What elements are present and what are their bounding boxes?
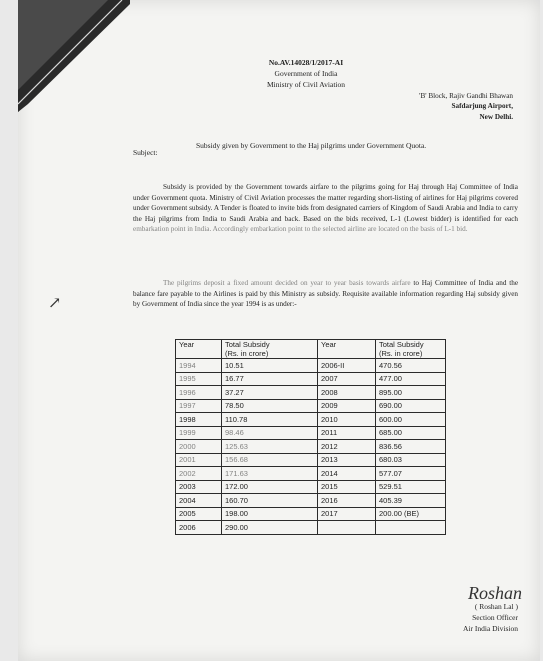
table-header-row — [176, 340, 446, 359]
header-total-subsidy-label-2: Total Subsidy — [379, 340, 424, 349]
year-cell: 2005 — [176, 507, 222, 521]
subsidy-cell: 470.56 — [376, 359, 446, 373]
table-row — [176, 521, 446, 535]
signer-name: ( Roshan Lal ) — [474, 602, 518, 611]
year-cell: 1994 — [176, 359, 222, 373]
year-cell: 2012 — [318, 440, 376, 454]
subsidy-cell — [376, 521, 446, 535]
subsidy-cell: 37.27 — [222, 386, 318, 400]
table-row — [176, 453, 446, 467]
year-cell: 1999 — [176, 426, 222, 440]
subsidy-cell: 156.68 — [222, 453, 318, 467]
subject-label: Subject: — [133, 148, 158, 157]
year-cell: 2015 — [318, 480, 376, 494]
year-cell: 2001 — [176, 453, 222, 467]
subsidy-cell: 200.00 (BE) — [376, 507, 446, 521]
subsidy-cell: 198.00 — [222, 507, 318, 521]
table-row — [176, 494, 446, 508]
subsidy-cell: 600.00 — [376, 413, 446, 427]
table-row — [176, 399, 446, 413]
subject-text: Subsidy given by Government to the Haj pilgrims under Government Quota. — [196, 141, 427, 150]
subsidy-cell: 680.03 — [376, 453, 446, 467]
header-total-subsidy-2 — [376, 340, 446, 359]
header-year-2: Year — [318, 340, 376, 359]
header-government: Government of India — [274, 69, 338, 78]
subsidy-cell: 836.56 — [376, 440, 446, 454]
year-cell: 2013 — [318, 453, 376, 467]
subsidy-cell: 172.00 — [222, 480, 318, 494]
table-row — [176, 372, 446, 386]
paragraph-1-faded-text-2: located on the basis of L-1 bid. — [378, 225, 468, 234]
subsidy-cell: 110.78 — [222, 413, 318, 427]
header-ministry: Ministry of Civil Aviation — [267, 80, 345, 89]
year-cell — [318, 521, 376, 535]
year-cell: 2010 — [318, 413, 376, 427]
subsidy-cell: 10.51 — [222, 359, 318, 373]
address-line-1: 'B' Block, Rajiv Gandhi Bhawan — [419, 92, 513, 100]
table-row — [176, 386, 446, 400]
year-cell: 2003 — [176, 480, 222, 494]
year-cell: 2014 — [318, 467, 376, 481]
year-cell: 2006-II — [318, 359, 376, 373]
table-row — [176, 440, 446, 454]
year-cell: 1996 — [176, 386, 222, 400]
subsidy-cell: 895.00 — [376, 386, 446, 400]
header-total-subsidy — [222, 340, 318, 359]
header-year: Year — [176, 340, 222, 359]
margin-mark: ↗ — [48, 295, 62, 312]
year-cell: 2004 — [176, 494, 222, 508]
subsidy-cell: 529.51 — [376, 480, 446, 494]
subsidy-cell: 16.77 — [222, 372, 318, 386]
subsidy-cell: 78.50 — [222, 399, 318, 413]
year-cell: 1998 — [176, 413, 222, 427]
handwritten-signature: Roshan — [468, 583, 522, 603]
folded-corner-shadow — [18, 0, 130, 112]
table-row — [176, 426, 446, 440]
year-cell: 2008 — [318, 386, 376, 400]
reference-number: No.AV.14028/1/2017-AI — [268, 58, 344, 67]
subsidy-cell: 171.63 — [222, 467, 318, 481]
paragraph-2 — [133, 278, 518, 310]
subsidy-cell: 98.46 — [222, 426, 318, 440]
subsidy-table — [175, 339, 446, 535]
table-row — [176, 480, 446, 494]
signer-title: Section Officer — [472, 613, 518, 622]
header-total-subsidy-label: Total Subsidy — [225, 340, 270, 349]
paragraph-1-text: Subsidy is provided by the Government towards airfare to the pilgrims going for Haj through Haj Committee of India under Government quota. Ministry of Civil Aviation processes the matter regarding short-listing of airlines for Haj pilgrims covered under Government subsidy. A Tender is floated to invite bids from designated carriers of Kingdom of Saudi Arabia and India to carry the Haj pilgrims from India to Saudi Arabia and back. Based on the bids received, L-1 (Lowest bidder) is identified for each — [133, 183, 518, 223]
table-row — [176, 467, 446, 481]
header-unit: (Rs. in crore) — [225, 349, 269, 358]
year-cell: 2009 — [318, 399, 376, 413]
document-page — [18, 0, 540, 661]
subsidy-cell: 477.00 — [376, 372, 446, 386]
year-cell: 2017 — [318, 507, 376, 521]
subsidy-cell: 685.00 — [376, 426, 446, 440]
table-row — [176, 507, 446, 521]
year-cell: 2011 — [318, 426, 376, 440]
subsidy-cell: 125.63 — [222, 440, 318, 454]
subsidy-cell: 405.39 — [376, 494, 446, 508]
paragraph-1 — [133, 182, 518, 235]
paragraph-2-faded-text: The pilgrims deposit a fixed amount decided on year to year basis towards airfare — [163, 279, 411, 287]
subsidy-cell: 290.00 — [222, 521, 318, 535]
year-cell: 2007 — [318, 372, 376, 386]
year-cell: 1995 — [176, 372, 222, 386]
address-line-2: Safdarjung Airport, — [451, 102, 513, 110]
year-cell: 1997 — [176, 399, 222, 413]
subsidy-cell: 160.70 — [222, 494, 318, 508]
subsidy-cell: 577.07 — [376, 467, 446, 481]
header-unit-2: (Rs. in crore) — [379, 349, 423, 358]
subsidy-cell: 690.00 — [376, 399, 446, 413]
year-cell: 2016 — [318, 494, 376, 508]
paragraph-2-text: to Haj Committee of India and the balance fare payable to the Airlines is paid by this Ministry as subsidy. Requisite available information regarding Haj subsidy given by Government of India since the year 1994 is as under:- — [133, 279, 519, 309]
address-line-3: New Delhi. — [479, 113, 513, 121]
signer-division: Air India Division — [463, 624, 518, 633]
table-row — [176, 413, 446, 427]
year-cell: 2002 — [176, 467, 222, 481]
year-cell: 2006 — [176, 521, 222, 535]
table-row — [176, 359, 446, 373]
paragraph-1-faded-text: embarkation point in India. Accordingly embarkation point to the selected airline are — [133, 225, 377, 234]
year-cell: 2000 — [176, 440, 222, 454]
